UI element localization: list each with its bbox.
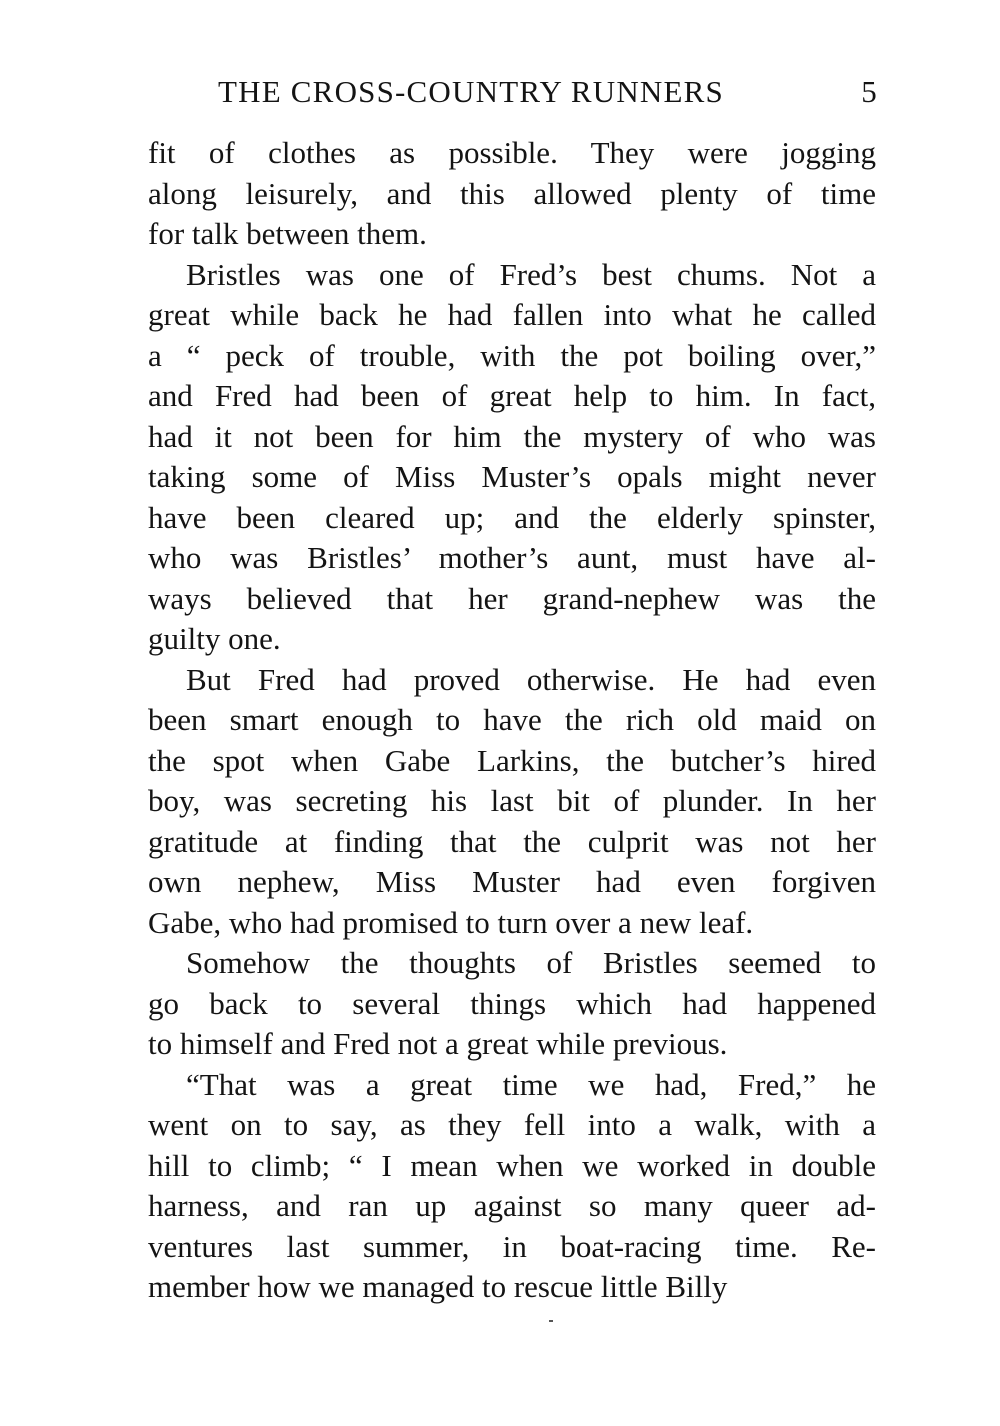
text-line: been smart enough to have the rich old maid on [148, 702, 876, 737]
page-number: 5 [861, 74, 878, 109]
text-line: Somehow the thoughts of Bristles seemed to [186, 945, 876, 980]
body-text [148, 133, 876, 1308]
text-line: own nephew, Miss Muster had even forgiven [148, 864, 876, 899]
text-line: ways believed that her grand-nephew was the [148, 580, 876, 616]
text-line: gratitude at finding that the culprit was not her [148, 823, 876, 859]
text-line: to himself and Fred not a great while previous. [148, 1026, 728, 1061]
running-head [218, 70, 878, 114]
text-line: the spot when Gabe Larkins, the butcher’s hired [148, 742, 876, 778]
text-line: taking some of Miss Muster’s opals might never [148, 459, 876, 494]
text-line: guilty one. [148, 621, 281, 656]
text-line: hill to climb; “ I mean when we worked in double [148, 1147, 876, 1183]
text-line: But Fred had proved otherwise. He had even [186, 661, 876, 697]
text-line: Bristles was one of Fred’s best chums. Not a [186, 256, 876, 292]
text-line: along leisurely, and this allowed plenty of time [148, 175, 876, 211]
text-line: fit of clothes as possible. They were jogging [148, 135, 876, 170]
text-line: who was Bristles’ mother’s aunt, must have al- [148, 540, 876, 575]
text-line: great while back he had fallen into what he called [148, 297, 876, 332]
text-line: harness, and ran up against so many queer ad- [148, 1188, 876, 1223]
text-line: “That was a great time we had, Fred,” he [186, 1066, 876, 1102]
text-line: went on to say, as they fell into a walk, with a [148, 1107, 876, 1142]
text-line: and Fred had been of great help to him. In fact, [148, 378, 876, 413]
text-line: Gabe, who had promised to turn over a new leaf. [148, 904, 754, 940]
text-line: ventures last summer, in boat-racing time. Re- [148, 1228, 876, 1264]
text-line: go back to several things which had happened [148, 985, 876, 1021]
text-line: had it not been for him the mystery of who was [148, 418, 876, 454]
text-line: for talk between them. [148, 216, 427, 251]
text-line: member how we managed to rescue little Billy [148, 1269, 728, 1304]
text-line: a “ peck of trouble, with the pot boiling over,” [148, 337, 876, 373]
text-line: have been cleared up; and the elderly spinster, [148, 499, 876, 535]
text-line: boy, was secreting his last bit of plunder. In her [148, 783, 876, 818]
print-speck [549, 1320, 553, 1322]
running-title: THE CROSS-COUNTRY RUNNERS [218, 74, 724, 109]
